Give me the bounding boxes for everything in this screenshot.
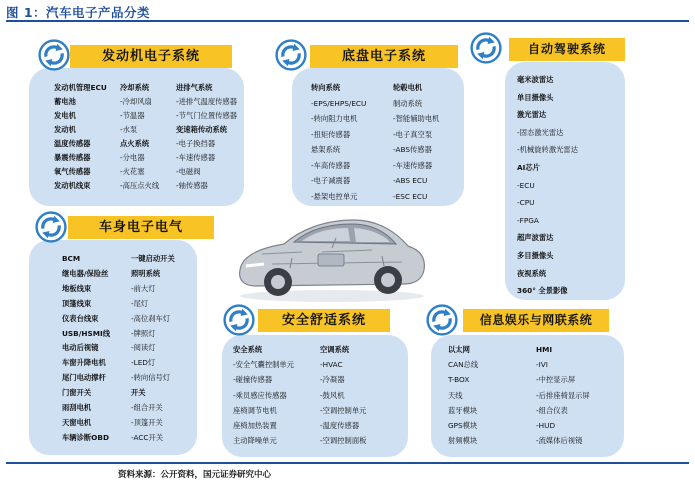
list-item: 暴震传感器 (54, 153, 91, 162)
list-item: -中控显示屏 (536, 375, 576, 385)
list-item: 地板线束 (62, 283, 92, 293)
list-item: -组合仪表 (536, 405, 568, 415)
list-item: 射频模块 (448, 436, 478, 446)
list-item: -ABS传感器 (393, 145, 432, 154)
list-item: GPS模块 (448, 421, 478, 431)
list-item: T-BOX (448, 375, 470, 385)
list-item: 360° 全景影像 (517, 286, 568, 296)
list-item: 氧气传感器 (54, 167, 91, 176)
list-item: -IVI (536, 360, 548, 370)
list-item: -HVAC (320, 360, 343, 370)
list-item: 门窗开关 (62, 388, 92, 398)
refresh-icon (38, 39, 70, 71)
list-item: 车辆诊断OBD (62, 432, 110, 442)
comfort-col1 (233, 342, 294, 448)
list-item: -阅读灯 (131, 343, 156, 353)
list-item: 轮毂电机 (393, 83, 423, 92)
source-note: 资料来源：公开资料，国元证券研究中心 (118, 470, 272, 480)
refresh-icon (223, 304, 255, 336)
list-item: -乘员感应传感器 (233, 390, 287, 400)
list-item: 继电器/保险丝 (62, 268, 109, 278)
powertrain-col3 (176, 81, 237, 193)
refresh-icon (275, 39, 307, 71)
list-item: -水泵 (120, 125, 138, 134)
list-item: -后排座椅显示屏 (536, 390, 590, 400)
list-item: -尾灯 (131, 298, 149, 308)
refresh-icon (470, 32, 502, 64)
list-item: -火花塞 (120, 167, 145, 176)
list-item: -LED灯 (131, 358, 156, 368)
list-item: AI芯片 (517, 162, 540, 172)
list-item: -电子换挡器 (176, 139, 216, 148)
list-item: 悬架系统 (311, 145, 341, 154)
adas-list (517, 71, 578, 300)
list-item: -电磁阀 (176, 167, 201, 176)
list-item: 主动降噪单元 (233, 436, 277, 446)
list-item: 夜视系统 (517, 268, 547, 278)
infotainment-col1 (448, 342, 478, 448)
list-item: 座椅调节电机 (233, 405, 277, 415)
powertrain-col2 (120, 81, 159, 193)
list-item: -高位刹车灯 (131, 313, 171, 323)
list-item: -空调控制面板 (320, 436, 367, 446)
list-item: -组合开关 (131, 403, 163, 413)
list-item: -智能辅助电机 (393, 114, 440, 123)
list-item: 毫米波雷达 (517, 75, 554, 84)
list-item: -ABS ECU (393, 176, 428, 185)
list-item: -转向信号灯 (131, 373, 171, 383)
powertrain-col1 (54, 81, 107, 193)
list-item: 一键启动开关 (131, 254, 175, 263)
list-item: -顶篷开关 (131, 417, 163, 427)
list-item: -ACC开关 (131, 432, 164, 442)
list-item: 安全系统 (233, 345, 263, 354)
list-item: 冷却系统 (120, 83, 150, 92)
list-item: -流媒体后视镜 (536, 436, 583, 446)
comfort-col2 (320, 342, 366, 448)
list-item: -节气门位置传感器 (176, 111, 238, 120)
list-item: -HUD (536, 421, 556, 431)
list-item: -空调控制单元 (320, 405, 367, 415)
list-item: 空调系统 (320, 345, 350, 354)
refresh-icon (426, 304, 458, 336)
chassis-title: 底盘电子系统 (310, 45, 458, 68)
list-item: -分电器 (120, 153, 145, 162)
list-item: -固态激光雷达 (517, 127, 564, 137)
list-item: 发电机 (54, 111, 76, 120)
list-item: 温度传感器 (54, 139, 91, 148)
list-item: -碰撞传感器 (233, 375, 273, 385)
list-item: 转向系统 (311, 83, 341, 92)
list-item: USB/HSMI线 (62, 328, 111, 338)
list-item: 单目摄像头 (517, 92, 554, 102)
adas-title: 自动驾驶系统 (509, 38, 625, 61)
list-item: -温度传感器 (320, 421, 360, 431)
list-item: 照明系统 (131, 268, 161, 278)
list-item: -安全气囊控制单元 (233, 360, 295, 370)
body-col1 (62, 252, 110, 446)
list-item: -转向阻力电机 (311, 114, 358, 123)
list-item: 制动系统 (393, 98, 423, 108)
list-item: -ESC ECU (393, 191, 428, 201)
list-item: 天窗电机 (62, 417, 92, 427)
infotainment-title: 信息娱乐与网联系统 (463, 309, 609, 332)
list-item: 雨刮电机 (62, 403, 92, 413)
list-item: -车速传感器 (393, 160, 433, 170)
list-item: 激光雷达 (517, 110, 547, 120)
chassis-col1 (311, 80, 366, 204)
list-item: -进排气温度传感器 (176, 97, 238, 106)
list-item: 顶篷线束 (62, 298, 92, 308)
comfort-title: 安全舒适系统 (258, 309, 390, 332)
figure-title: 图 1：汽车电子产品分类 (6, 5, 151, 20)
list-item: 车窗升降电机 (62, 358, 106, 368)
list-item: 超声波雷达 (517, 233, 554, 243)
list-item: 开关 (131, 388, 146, 398)
list-item: -前大灯 (131, 283, 156, 293)
list-item: -高压点火线 (120, 181, 160, 190)
list-item: -悬架电控单元 (311, 191, 358, 201)
list-item: 蓝牙模块 (448, 405, 478, 415)
list-item: 电动后视镜 (62, 343, 99, 353)
list-item: -CPU (517, 198, 535, 208)
list-item: 发动机管理ECU (54, 83, 107, 92)
list-item: -扭矩传感器 (311, 129, 351, 139)
bottom-divider (6, 462, 689, 464)
list-item: -车高传感器 (311, 160, 351, 170)
infotainment-col2 (536, 342, 590, 448)
list-item: 尾门电动撑杆 (62, 373, 106, 383)
list-item: 发动机线束 (54, 181, 91, 190)
body-col2 (131, 252, 175, 446)
list-item: -机械旋转激光雷达 (517, 145, 579, 155)
list-item: -冷凝器 (320, 375, 345, 385)
list-item: 天线 (448, 390, 463, 400)
list-item: -节温器 (120, 111, 145, 120)
list-item: -鼓风机 (320, 390, 345, 400)
car-illustration (232, 208, 428, 304)
list-item: -电子减震器 (311, 176, 351, 185)
list-item: 变速箱传动系统 (176, 125, 228, 134)
list-item: -冷却风扇 (120, 97, 152, 106)
refresh-icon (35, 211, 67, 243)
body-title: 车身电子电气 (68, 216, 214, 239)
list-item: -轴传感器 (176, 181, 208, 190)
list-item: 点火系统 (120, 139, 150, 148)
powertrain-title: 发动机电子系统 (70, 45, 232, 68)
list-item: 座椅加热装置 (233, 421, 277, 431)
list-item: -FPGA (517, 215, 539, 225)
list-item: 多目摄像头 (517, 250, 554, 260)
list-item: -ECU (517, 180, 535, 190)
list-item: 仪表台线束 (62, 313, 99, 323)
list-item: HMI (536, 345, 553, 354)
list-item: -EPS/EHPS/ECU (311, 98, 367, 108)
top-divider (6, 20, 689, 22)
list-item: 蓄电池 (54, 97, 76, 106)
list-item: 以太网 (448, 345, 470, 354)
chassis-col2 (393, 80, 439, 204)
list-item: -车速传感器 (176, 153, 216, 162)
list-item: 进排气系统 (176, 83, 213, 92)
list-item: -电子真空泵 (393, 129, 433, 139)
list-item: CAN总线 (448, 360, 479, 370)
list-item: BCM (62, 254, 81, 263)
list-item: -牌照灯 (131, 328, 156, 338)
list-item: 发动机 (54, 125, 76, 134)
